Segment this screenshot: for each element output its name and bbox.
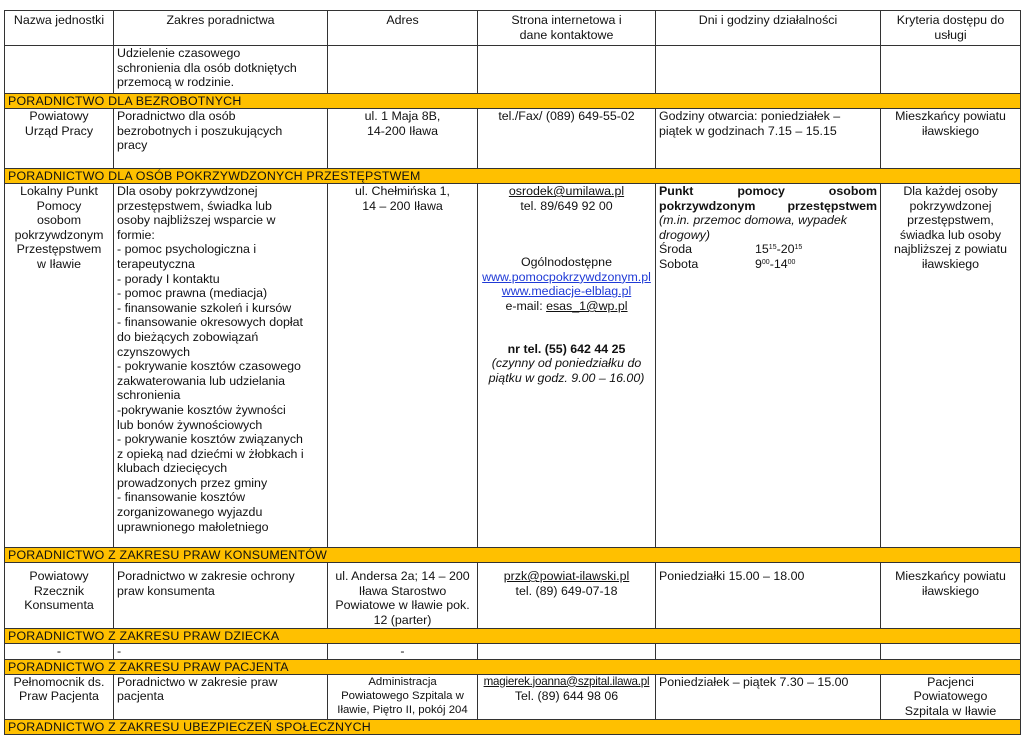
cell-contact: [478, 644, 656, 660]
email-link-przk[interactable]: przk@powiat-ilawski.pl: [503, 569, 630, 583]
time-to: -20: [776, 242, 795, 257]
services-table: [4, 10, 1021, 735]
header-criteria: Kryteria dostępu do usługi: [881, 11, 1021, 46]
section-heading-crime-victims: [5, 169, 1021, 184]
cell-criteria: Mieszkańcy powiatu iławskiego: [881, 563, 1021, 629]
cell-scope: -: [114, 644, 328, 660]
cell-name: Pełnomocnik ds. Praw Pacjenta: [5, 674, 114, 719]
hours-note: (m.in. przemoc domowa, wypadek drogowy): [659, 213, 847, 242]
table-row: [5, 109, 1021, 169]
cell-hours: [656, 46, 881, 94]
day-label: Sobota: [659, 256, 699, 271]
cell-contact: tel./Fax/ (089) 649-55-02: [478, 109, 656, 169]
header-hours: Dni i godziny działalności: [656, 11, 881, 46]
section-heading-social-insurance: [5, 719, 1021, 734]
spacer: [481, 213, 652, 241]
time-from-minutes: 00: [761, 258, 770, 266]
email-line: [481, 299, 652, 314]
time-from-minutes: 15: [768, 244, 777, 252]
section-title: PORADNICTWO DLA BEZROBOTNYCH: [5, 94, 1021, 109]
time-to-minutes: 15: [794, 244, 803, 252]
cell-name: [5, 46, 114, 94]
cell-address: ul. Chełmińska 1, 14 – 200 Iława: [328, 184, 478, 548]
cell-contact: [478, 46, 656, 94]
section-title: PORADNICTWO DLA OSÓB POKRZYWDZONYCH PRZESTĘPSTWEM: [5, 169, 1021, 184]
table-row: [5, 644, 1021, 660]
cell-scope: Poradnictwo w zakresie ochrony praw konsumenta: [114, 563, 328, 629]
phone-text: tel. (89) 649-07-18: [515, 583, 618, 598]
section-title: PORADNICTWO Z ZAKRESU UBEZPIECZEŃ SPOŁECZNYCH: [5, 719, 1021, 734]
time-to-minutes: 00: [787, 258, 796, 266]
cell-criteria: [881, 644, 1021, 660]
time-range: [755, 242, 802, 257]
header-address: Adres: [328, 11, 478, 46]
cell-criteria: Pacjenci Powiatowego Szpitala w Iławie: [881, 674, 1021, 719]
cell-address: [328, 46, 478, 94]
header-contact: Strona internetowa i dane kontaktowe: [478, 11, 656, 46]
section-heading-patient-rights: [5, 659, 1021, 674]
cell-criteria: [881, 46, 1021, 94]
header-row: [5, 11, 1021, 46]
header-scope: Zakres poradnictwa: [114, 11, 328, 46]
cell-hours: Poniedziałek – piątek 7.30 – 15.00: [656, 674, 881, 719]
time-to: -14: [769, 256, 788, 271]
cell-address: Administracja Powiatowego Szpitala w Iławie, Piętro II, pokój 204: [328, 674, 478, 719]
day-label: Środa: [659, 242, 693, 257]
cell-name: Lokalny Punkt Pomocy osobom pokrzywdzonym Przestępstwem w Iławie: [5, 184, 114, 548]
table-row: [5, 184, 1021, 548]
spacer: [481, 314, 652, 342]
hours-title: Punkt pomocy osobom pokrzywdzonym przestępstwem: [659, 184, 877, 213]
spacer: [481, 241, 652, 255]
cell-address: ul. 1 Maja 8B, 14-200 Iława: [328, 109, 478, 169]
section-heading-unemployed: [5, 94, 1021, 109]
phone-bold: nr tel. (55) 642 44 25: [507, 341, 626, 356]
cell-scope: Udzielenie czasowego schronienia dla osób dotkniętych przemocą w rodzinie.: [114, 46, 328, 94]
public-label: Ogólnodostępne: [521, 255, 612, 270]
cell-contact: [478, 674, 656, 719]
table-row: [5, 46, 1021, 94]
cell-contact: [478, 563, 656, 629]
time-from: 15: [755, 242, 769, 257]
email-link-osrodek[interactable]: osrodek@umilawa.pl: [508, 184, 625, 198]
link-pomocpokrzywdzonym[interactable]: www.pomocpokrzywdzonym.pl: [482, 269, 651, 284]
phone-text: tel. 89/649 92 00: [520, 198, 613, 213]
cell-name: -: [5, 644, 114, 660]
time-from: 9: [755, 256, 762, 271]
table-row: [5, 674, 1021, 719]
cell-scope: Dla osoby pokrzywdzonej przestępstwem, świadka lub osoby najbliższej wsparcie w formie: - pomoc psychologiczna i terapeutyczna - porady I kontaktu - pomoc prawna (mediacja) - finansowanie szkoleń i kursów - finansowanie okresowych dopłat do bieżących zobowiązań czynszowych - pokrywanie kosztów czasowego zakwaterowania lub udzielania schronienia -pokrywanie kosztów żywności lub bonów żywnościowych - pokrywanie kosztów związanych z opieką nad dziećmi w żłobkach i klubach dziecięcych prowadzonych przez gminy - finansowanie kosztów zorganizowanego wyjazdu uprawnionego małoletniego: [114, 184, 328, 548]
section-heading-child-rights: [5, 629, 1021, 644]
cell-scope: Poradnictwo w zakresie praw pacjenta: [114, 674, 328, 719]
cell-criteria: Dla każdej osoby pokrzywdzonej przestępstwem, świadka lub osoby najbliższej z powiatu iławskiego: [881, 184, 1021, 548]
cell-contact: [478, 184, 656, 548]
cell-hours: Godziny otwarcia: poniedziałek – piątek w godzinach 7.15 – 15.15: [656, 109, 881, 169]
section-heading-consumer-rights: [5, 548, 1021, 563]
table-row: [5, 563, 1021, 629]
cell-scope: Poradnictwo dla osób bezrobotnych i poszukujących pracy: [114, 109, 328, 169]
cell-name: Powiatowy Urząd Pracy: [5, 109, 114, 169]
cell-hours: Poniedziałki 15.00 – 18.00: [656, 563, 881, 629]
phone-note: (czynny od poniedziałku do piątku w godz. 9.00 – 16.00): [488, 356, 645, 385]
cell-hours: [656, 644, 881, 660]
email-link-magierek[interactable]: magierek.joanna@szpital.ilawa.pl: [483, 674, 650, 688]
email-prefix: e-mail:: [505, 298, 547, 313]
cell-criteria: Mieszkańcy powiatu iławskiego: [881, 109, 1021, 169]
section-title: PORADNICTWO Z ZAKRESU PRAW PACJENTA: [5, 659, 1021, 674]
schedule-row-wednesday: [659, 242, 877, 257]
link-mediacje-elblag[interactable]: www.mediacje-elblag.pl: [501, 284, 632, 299]
cell-name: Powiatowy Rzecznik Konsumenta: [5, 563, 114, 629]
time-range: [755, 257, 795, 272]
schedule-row-saturday: [659, 257, 877, 272]
section-title: PORADNICTWO Z ZAKRESU PRAW DZIECKA: [5, 629, 1021, 644]
cell-address: -: [328, 644, 478, 660]
section-title: PORADNICTWO Z ZAKRESU PRAW KONSUMENTÓW: [5, 548, 1021, 563]
cell-hours: [656, 184, 881, 548]
header-unit-name: Nazwa jednostki: [5, 11, 114, 46]
email-link-esas[interactable]: esas_1@wp.pl: [546, 298, 628, 313]
phone-text: Tel. (89) 644 98 06: [514, 689, 619, 704]
cell-address: ul. Andersa 2a; 14 – 200 Iława Starostwo Powiatowe w Iławie pok. 12 (parter): [328, 563, 478, 629]
